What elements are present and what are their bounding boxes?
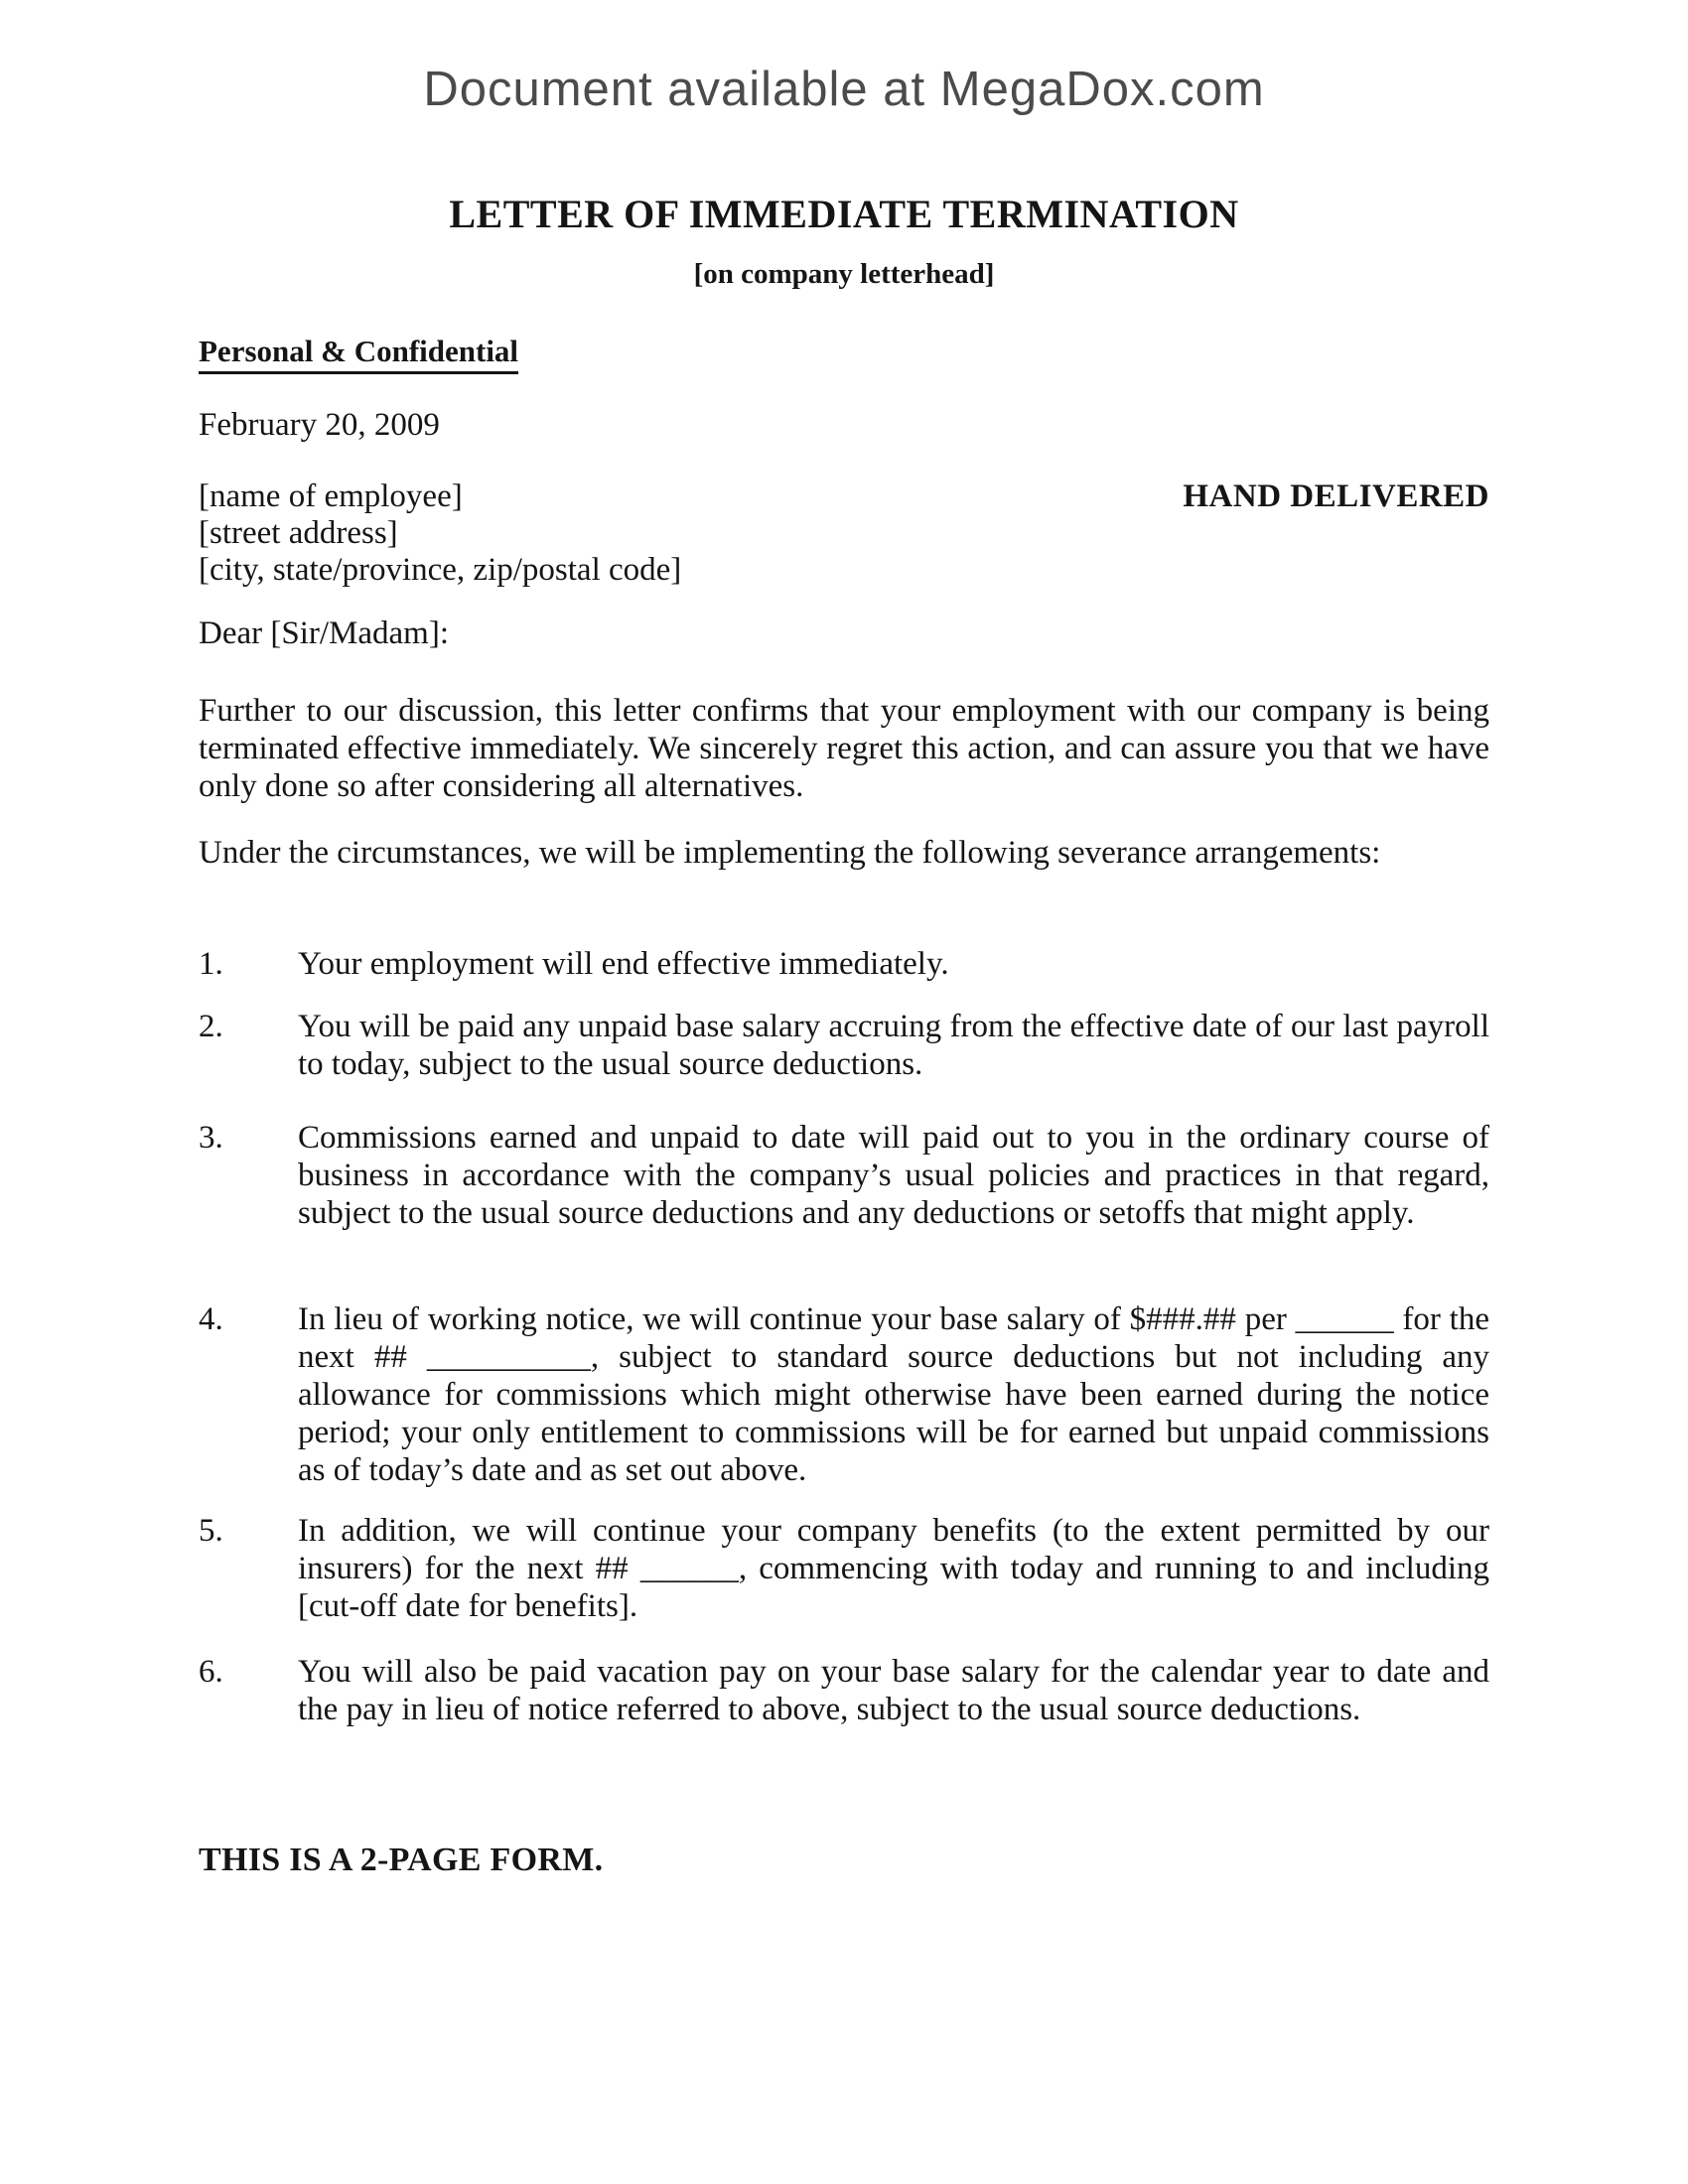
confidential-heading-label: Personal & Confidential bbox=[199, 334, 518, 374]
severance-item bbox=[199, 1119, 1489, 1232]
delivery-method-label: HAND DELIVERED bbox=[1183, 478, 1489, 514]
recipient-address-block bbox=[199, 478, 681, 589]
item-text: Your employment will end effective immediately. bbox=[298, 946, 949, 982]
severance-item bbox=[199, 1300, 1489, 1489]
salutation: Dear [Sir/Madam]: bbox=[199, 615, 449, 651]
intro-paragraph: Further to our discussion, this letter confirms that your employment with our company is being terminated effective immediately. We sincerely regret this action, and can assure you that we have only done so after considering all alternatives. bbox=[199, 693, 1489, 804]
letter-title: LETTER OF IMMEDIATE TERMINATION bbox=[449, 192, 1239, 236]
item-number: 4. bbox=[199, 1301, 223, 1337]
severance-item bbox=[199, 1008, 1489, 1083]
severance-item bbox=[199, 945, 1489, 983]
confidential-heading bbox=[199, 334, 1489, 369]
item-number: 5. bbox=[199, 1513, 223, 1549]
item-number: 2. bbox=[199, 1009, 223, 1044]
page-count-note: THIS IS A 2-PAGE FORM. bbox=[199, 1842, 604, 1878]
watermark-text: Document available at MegaDox.com bbox=[423, 63, 1265, 116]
severance-item bbox=[199, 1653, 1489, 1728]
item-text: You will be paid any unpaid base salary accruing from the effective date of our last payroll to today, subject to the usual source deductions. bbox=[298, 1009, 1489, 1082]
recipient-address-line: [street address] bbox=[199, 515, 398, 551]
item-number: 1. bbox=[199, 946, 223, 982]
severance-intro-paragraph: Under the circumstances, we will be implementing the following severance arrangements: bbox=[199, 835, 1381, 871]
severance-item bbox=[199, 1512, 1489, 1625]
item-text: You will also be paid vacation pay on your base salary for the calendar year to date and the pay in lieu of notice referred to above, subject to the usual source deductions. bbox=[298, 1654, 1489, 1727]
letter-date: February 20, 2009 bbox=[199, 407, 440, 443]
letter-subtitle: [on company letterhead] bbox=[693, 258, 995, 290]
item-text: Commissions earned and unpaid to date will paid out to you in the ordinary course of business in accordance with the company’s usual policies and practices in that regard, subject to the usual source deductions and any deductions or setoffs that might apply. bbox=[298, 1120, 1489, 1231]
item-number: 6. bbox=[199, 1654, 223, 1690]
recipient-address-line: [city, state/province, zip/postal code] bbox=[199, 552, 682, 588]
recipient-delivery-row bbox=[199, 478, 1489, 589]
item-number: 3. bbox=[199, 1120, 223, 1156]
item-text: In addition, we will continue your company benefits (to the extent permitted by our insurers) for the next ## ______, commencing with today and running to and including [cut-off date for benefits]. bbox=[298, 1513, 1489, 1624]
recipient-address-line: [name of employee] bbox=[199, 478, 463, 514]
item-text: In lieu of working notice, we will continue your base salary of $###.## per ______ for the next ## __________, subject to standard source deductions but not including any allowance for commissions which might otherwise have been earned during the notice period; your only entitlement to commissions will be for earned but unpaid commissions as of today’s date and as set out above. bbox=[298, 1301, 1489, 1488]
